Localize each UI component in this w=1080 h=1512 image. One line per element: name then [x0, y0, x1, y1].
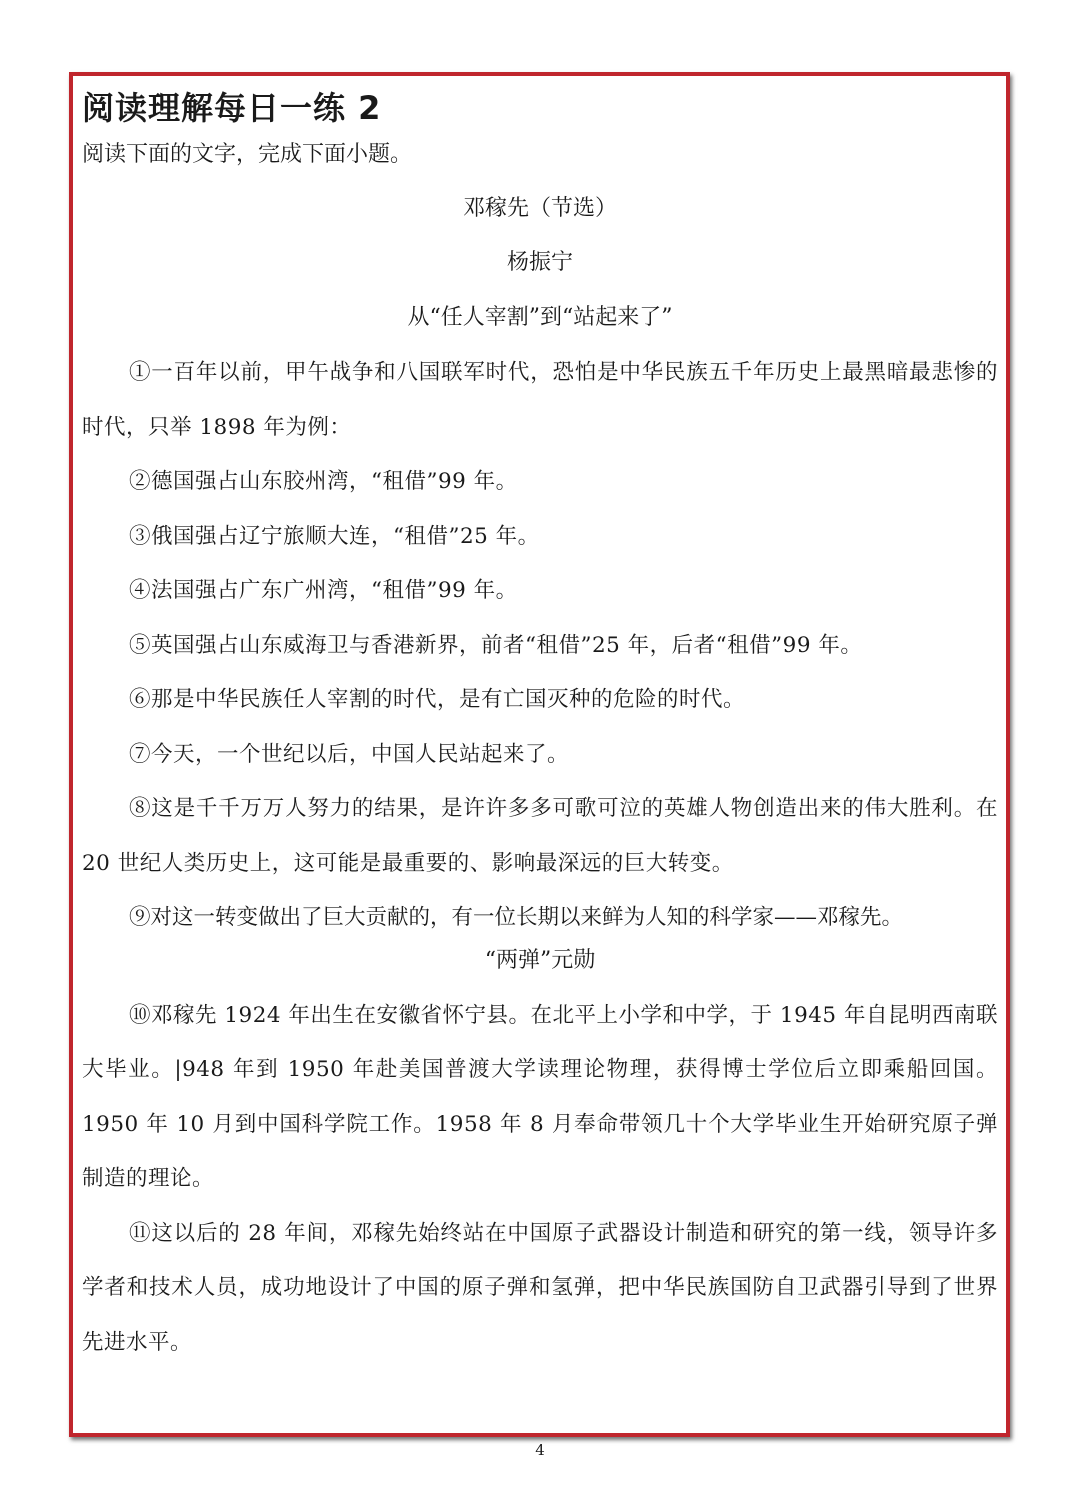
article-author: 杨振宁 [506, 250, 573, 275]
paragraph-11: ⑪这以后的 28 年间，邓稼先始终站在中国原子武器设计制造和研究的第一线，领导许多学者和技术人员，成功地设计了中国的原子弹和氢弹，把中华民族国防自卫武器引导到了世界先进水平。 [82, 1220, 998, 1355]
paragraph-4: ④法国强占广东广州湾，“租借”99 年。 [129, 578, 518, 603]
document-content [82, 82, 998, 1370]
exercise-title: 阅读理解每日一练 2 [82, 89, 382, 127]
section-1-body [82, 346, 998, 946]
paragraph-5: ⑤英国强占山东威海卫与香港新界，前者“租借”25 年，后者“租借”99 年。 [129, 632, 863, 658]
page-number: 4 [535, 1441, 545, 1459]
paragraph-8: ⑧这是千千万万人努力的结果，是许许多多可歌可泣的英雄人物创造出来的伟大胜利。在 20 世纪人类历史上，这可能是最重要的、影响最深远的巨大转变。 [82, 796, 998, 876]
paragraph-1: ①一百年以前，甲午战争和八国联军时代，恐怕是中华民族五千年历史上最黑暗最悲惨的时代，只举 1898 年为例： [82, 360, 998, 440]
section-2-body [82, 989, 998, 1371]
paragraph-3: ③俄国强占辽宁旅顺大连，“租借”25 年。 [129, 523, 540, 549]
paragraph-7: ⑦今天，一个世纪以后，中国人民站起来了。 [129, 741, 570, 767]
paragraph-6: ⑥那是中华民族任人宰割的时代，是有亡国灭种的危险的时代。 [129, 687, 746, 712]
paragraph-9: ⑨对这一转变做出了巨大贡献的，有一位长期以来鲜为人知的科学家——邓稼先。 [129, 905, 904, 930]
section-heading-2: “两弹”元勋 [484, 947, 596, 973]
paragraph-10: ⑩邓稼先 1924 年出生在安徽省怀宁县。在北平上小学和中学，于 1945 年自昆明西南联大毕业。|948 年到 1950 年赴美国普渡大学读理论物理，获得博士学位后立即乘船回国。1950 年 10 月到中国科学院工作。1958 年 8 月奉命带领几十个大学毕业生开始研究原子弹制造的理论。 [82, 1002, 998, 1191]
section-heading-1: 从“任人宰割”到“站起来了” [407, 305, 673, 330]
article-title: 邓稼先（节选） [462, 196, 617, 221]
instruction-text: 阅读下面的文字，完成下面小题。 [82, 142, 413, 167]
paragraph-2: ②德国强占山东胶州湾，“租借”99 年。 [129, 469, 518, 494]
